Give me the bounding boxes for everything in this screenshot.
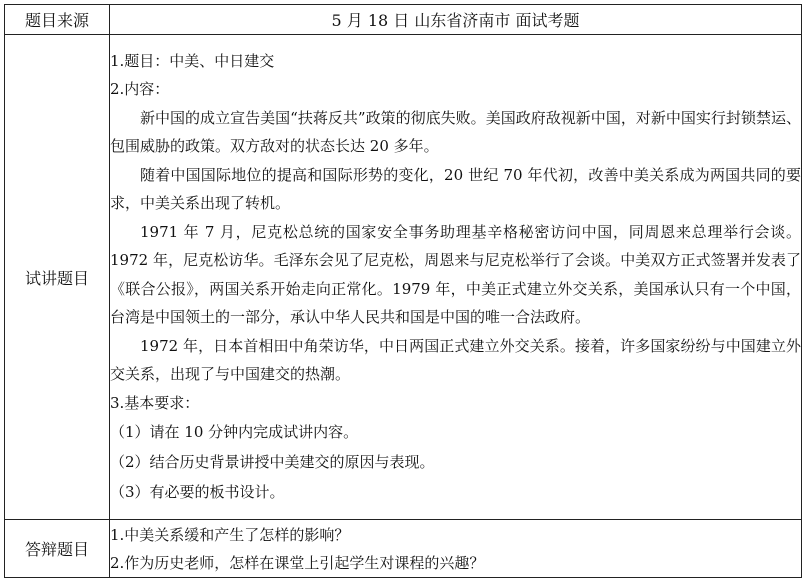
source-value: 5 月 18 日 山东省济南市 面试考题 bbox=[110, 5, 802, 35]
requirement-item: （1）请在 10 分钟内完成试讲内容。 bbox=[110, 423, 359, 442]
content-paragraph: 随着中国国际地位的提高和国际形势的变化，20 世纪 70 年代初，改善中美关系成为两国共同的要求，中美关系出现了转机。 bbox=[110, 165, 801, 213]
source-label: 题目来源 bbox=[5, 5, 110, 35]
exam-table bbox=[4, 4, 802, 578]
requirements-heading: 3.基本要求： bbox=[110, 393, 200, 412]
defense-question: 1.中美关系缓和产生了怎样的影响？ bbox=[110, 525, 350, 544]
content-paragraph: 1972 年，日本首相田中角荣访华，中日两国正式建立外交关系。接着，许多国家纷纷与中国建立外交关系，出现了与中国建交的热潮。 bbox=[110, 336, 801, 384]
defense-label: 答辩题目 bbox=[5, 520, 110, 578]
content-paragraph: 1971 年 7 月，尼克松总统的国家安全事务助理基辛格秘密访问中国，同周恩来总理举行会谈。1972 年，尼克松访华。毛泽东会见了尼克松，周恩来与尼克松举行了会谈。中美双方正式签署并发表了《联合公报》，两国关系开始走向正常化。1979 年，中美正式建立外交关系，美国承认只有一个中国，台湾是中国领土的一部分，承认中华人民共和国是中国的唯一合法政府。 bbox=[110, 222, 801, 327]
content-paragraph: 新中国的成立宣告美国“扶蒋反共”政策的彻底失败。美国政府敌视新中国，对新中国实行封锁禁运、包围威胁的政策。双方敌对的状态长达 20 多年。 bbox=[110, 108, 801, 156]
requirement-item: （2）结合历史背景讲授中美建交的原因与表现。 bbox=[110, 453, 435, 472]
lecture-label: 试讲题目 bbox=[5, 35, 110, 520]
lecture-row bbox=[5, 35, 802, 520]
source-row bbox=[5, 5, 802, 35]
defense-row bbox=[5, 520, 802, 578]
defense-questions bbox=[110, 520, 802, 578]
defense-question: 2.作为历史老师，怎样在课堂上引起学生对课程的兴趣？ bbox=[110, 553, 485, 572]
lecture-content bbox=[110, 35, 802, 520]
content-heading: 2.内容： bbox=[110, 80, 170, 99]
requirement-item: （3）有必要的板书设计。 bbox=[110, 483, 285, 502]
lecture-topic: 1.题目：中美、中日建交 bbox=[110, 51, 275, 70]
